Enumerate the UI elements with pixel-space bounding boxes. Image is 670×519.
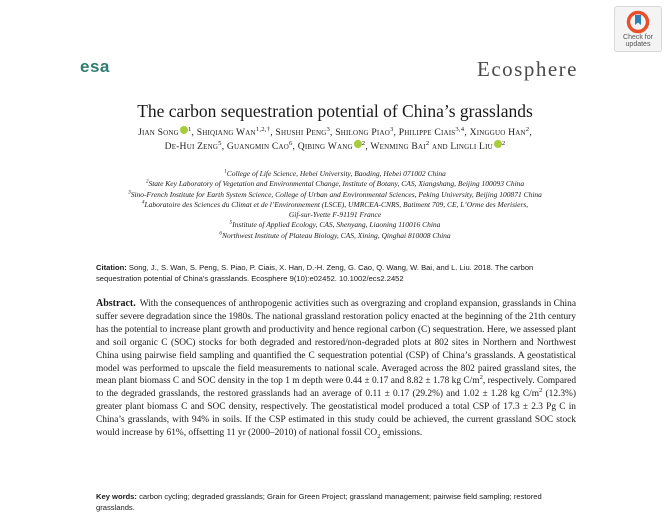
journal-name — [477, 57, 578, 82]
orcid-icon[interactable] — [180, 126, 188, 134]
author-affiliation-mark: 5 — [218, 139, 222, 147]
author-name: Philippe Ciais — [398, 127, 456, 138]
keywords-text: carbon cycling; degraded grasslands; Grain for Green Project; grassland management; pairwise field sampling; restored grasslands. — [96, 492, 542, 512]
author-affiliation-mark: 1 — [187, 125, 192, 133]
affiliation-text: College of Life Science, Hebei University, Baoding, Hebei 071002 China — [226, 169, 446, 178]
citation-text: Song, J., S. Wan, S. Peng, S. Piao, P. Ciais, X. Han, D.-H. Zeng, G. Cao, Q. Wang, W. Bai, and L. Liu. 2018. The carbon sequestration potential of China’s grasslands. Ecosphere 9(10):e02452. 10.1002/ecs2.2452 — [96, 263, 534, 283]
esa-logo[interactable]: esa — [80, 57, 110, 76]
orcid-icon[interactable] — [494, 140, 502, 148]
author-name: Wenming Bai — [370, 141, 426, 152]
affiliation-text: Institute of Applied Ecology, CAS, Shenyang, Liaoning 110016 China — [232, 220, 441, 230]
keywords — [96, 491, 576, 513]
affiliation-number: 2 — [145, 178, 149, 185]
orcid-icon[interactable] — [354, 140, 362, 148]
citation — [96, 262, 576, 284]
abstract-sup-1: 2 — [479, 374, 483, 382]
author-affiliation-mark: 2 — [361, 139, 366, 147]
article-title: The carbon sequestration potential of China’s grasslands — [137, 101, 533, 121]
affiliation-number: 5 — [229, 219, 233, 226]
affiliation-line — [50, 210, 620, 220]
affiliation-line — [50, 231, 620, 241]
affiliation-text: Northwest Institute of Plateau Biology, CAS, Xining, Qinghai 810008 China — [221, 230, 451, 240]
author-and: and — [429, 141, 451, 152]
check-for-updates-badge[interactable] — [614, 6, 662, 52]
affiliation-line — [50, 190, 620, 200]
affiliation-text: Sino-French Institute for Earth System Science, College of Urban and Environmental Sciences, Peking University, Beijing 100871 China — [130, 189, 542, 199]
affiliation-text: State Key Laboratory of Vegetation and Environmental Change, Institute of Botany, CAS, Xiangshang, Beijing 100093 China — [148, 179, 525, 189]
affiliation-line — [50, 179, 620, 189]
affiliation-line — [50, 200, 620, 210]
author-name: Lingli Liu — [450, 141, 493, 152]
abstract-text-4: emissions. — [380, 428, 423, 439]
author-affiliation-mark: 2 — [525, 125, 530, 133]
author-name: Xingguo Han — [469, 127, 526, 138]
author-affiliation-mark: 2 — [425, 139, 430, 147]
author-affiliation-mark: 3,4 — [455, 125, 465, 133]
abstract-text-2: , respectively. Compared to the degraded grasslands, the restored grasslands had an average of 0.11 ± 0.17 (29.2%) and 1.02 ± 1.28 kg C/m — [96, 376, 577, 400]
affiliation-number: 6 — [219, 230, 222, 237]
abstract-text-1: With the consequences of anthropogenic activities such as overgrazing and cropland expansion, grasslands in China suffer severe degradation since the 1980s. The national grassland restoration policy enacted at the beginning of the 21th century has the potential to increase plant growth and productivity and hence regional carbon (C) sequestration. Here, we assessed plant and soil organic C (SOC) stocks for both degraded and restored/non-degraded plots at 802 sites in Northern and Northwest China using pairwise field sampling and quantified the C sequestration potential (CSP) of China’s grasslands. A geostatistical model was performed to upscale the field measurements to national scale. Averaged across the 802 paired grassland sites, the mean plant biomass C and SOC density in the top 1 m depth were 0.44 ± 0.17 and 8.82 ± 1.78 kg C/m — [96, 299, 576, 387]
author-affiliation-mark: 2 — [501, 139, 506, 147]
affiliation-text: Laboratoire des Sciences du Climat et de l’Environnement (LSCE), UMRCEA-CNRS, Batiment 709, CE, L’Orme des Merisiers, — [144, 199, 529, 209]
abstract-label: Abstract. — [96, 298, 136, 309]
affiliation-number: 4 — [141, 199, 145, 206]
abstract-sup-2: 2 — [539, 387, 543, 395]
author-name: Shilong Piao — [335, 127, 390, 138]
badge-line2: updates — [625, 41, 651, 48]
affiliation-line — [50, 220, 620, 230]
check-for-updates-icon — [626, 10, 650, 34]
citation-label: Citation: — [96, 263, 127, 272]
author-list: Jian Song $^1$, Shiqiang Wan$^{1,2,\dagger}$, Shushi Peng$^3$, Shilong Piao$^3$, Philippe Ciais$^{3,4}$, Xingguo Han$^2$, De-Hui Zeng$^5$, Guangmin Cao$^6$, Qibing Wang $^2$, Wenming Bai$^2$ and Lingli Liu $^2$ — [138, 125, 532, 152]
keywords-label: Key words: — [96, 492, 137, 501]
badge-line1: Check for — [623, 34, 653, 41]
abstract — [96, 298, 576, 440]
abstract-text-3: (12.3%) greater plant biomass C and SOC density, respectively. The geostatistical model produced a total CSP of 17.3 ± 2.3 Pg C in China’s grasslands, with 94% in soils. If the CSP estimated in this study could be achieved, the current grassland SOC stock would increase by 61%, offsetting 11 yr (2000–2010) of national fossil CO — [96, 389, 576, 439]
author-name: De-Hui Zeng — [164, 141, 219, 152]
author-name: Qibing Wang — [297, 141, 353, 152]
affiliations — [50, 169, 620, 241]
author-affiliation-mark: 3 — [326, 125, 331, 133]
author-name: Guangmin Cao — [226, 141, 289, 152]
author-affiliation-mark: 6 — [288, 139, 293, 147]
journal-name-text: Ecosphere — [477, 57, 578, 81]
affiliation-line — [50, 169, 620, 179]
affiliation-number: 1 — [224, 168, 227, 175]
affiliation-number: 3 — [128, 189, 131, 196]
author-name: Shiqiang Wan — [196, 127, 256, 138]
author-name: Shushi Peng — [275, 127, 327, 138]
author-affiliation-mark: 1,2,† — [255, 125, 271, 133]
author-affiliation-mark: 3 — [389, 125, 394, 133]
abstract-sub-1: 2 — [377, 432, 381, 440]
author-name: Jian Song — [138, 127, 179, 138]
affiliation-text: Gif-sur-Yvette F-91191 France — [288, 210, 382, 220]
